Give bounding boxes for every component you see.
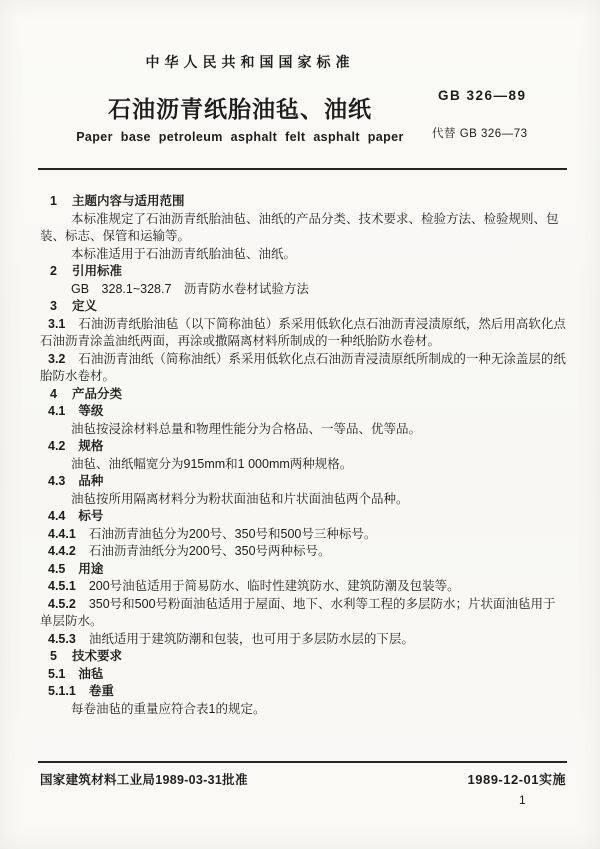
clause-4-1: [40, 403, 567, 421]
paragraph: 本标准适用于石油沥青纸胎油毡、油纸。: [71, 246, 297, 261]
clause-3-2: [40, 351, 567, 386]
paragraph: 本标准规定了石油沥青纸胎油毡、油纸的产品分类、技术要求、检验方法、检验规则、包装、标志、保管和运输等。: [40, 211, 559, 243]
clause-number: 5.1.1: [48, 684, 76, 698]
section-heading-3: [40, 298, 567, 316]
clause-text: 石油沥青油纸（简称油纸）系采用低软化点石油沥青浸渍原纸所制成的一种无涂盖层的纸胎防水卷材。: [40, 351, 566, 383]
clause-number: 4.4: [48, 509, 66, 523]
clause-number: 4.3: [48, 474, 66, 488]
clause-number: 4.4.1: [48, 526, 76, 541]
clause-4-4: [40, 508, 567, 526]
clause-text: 200号油毡适用于简易防水、临时性建筑防水、建筑防潮及包装等。: [88, 579, 460, 593]
clause-4-3: [40, 473, 567, 491]
clause-4-4-2: [40, 543, 567, 561]
paragraph: 油毡、油纸幅宽分为915mm和1 000mm两种规格。: [71, 456, 353, 471]
header-divider: [38, 168, 567, 170]
clause-5-1-1: [40, 683, 567, 701]
clause-4-5-1: [40, 578, 567, 596]
clause-3-1: [40, 316, 567, 351]
implementation-date: 1989-12-01实施: [467, 772, 566, 787]
clause-title: 标号: [78, 509, 104, 523]
clause-number: 5.1: [48, 666, 66, 681]
section-number: 1: [50, 194, 57, 208]
section-title: 引用标准: [71, 264, 122, 278]
clause-title: 用途: [78, 561, 104, 576]
clause-title: 品种: [78, 474, 104, 488]
section-heading-2: [40, 263, 567, 281]
footer-divider: [38, 761, 567, 763]
clause-number: 3.1: [48, 316, 66, 331]
section-title: 产品分类: [71, 386, 122, 401]
clause-text: 石油沥青油纸分为200号、350号两种标号。: [88, 544, 331, 558]
document-title-en: Paper base petroleum asphalt felt asphalt paper: [76, 130, 404, 144]
clause-text: 油纸适用于建筑防潮和包装，也可用于多层防水层的下层。: [88, 631, 414, 646]
clause-number: 4.5.2: [48, 596, 76, 611]
clause-text: 石油沥青油毡分为200号、350号和500号三种标号。: [88, 526, 377, 541]
clause-4-4-1: [40, 526, 567, 544]
clause-number: 4.1: [48, 404, 66, 418]
standard-code: GB 326—89: [438, 88, 527, 103]
section-heading-4: [40, 386, 567, 404]
clause-text: 石油沥青纸胎油毡（以下简称油毡）系采用低软化点石油沥青浸渍原纸，然后用高软化点石油沥青涂盖油纸两面，再涂或撒隔离材料所制成的一种纸胎防水卷材。: [40, 316, 566, 348]
national-standard-label: 中华人民共和国国家标准: [145, 54, 355, 70]
clause-5-1: [40, 666, 567, 684]
clause-number: 4.4.2: [48, 544, 76, 558]
page-number: 1: [519, 793, 526, 807]
paragraph: 油毡按所用隔离材料分为粉状面油毡和片状面油毡两个品种。: [71, 491, 409, 506]
clause-title: 油毡: [78, 666, 104, 681]
clause-number: 4.2: [48, 439, 66, 453]
section-number: 4: [50, 386, 57, 401]
referenced-standard: GB 328.1~328.7 沥青防水卷材试验方法: [71, 281, 309, 296]
section-heading-5: [40, 648, 567, 666]
clause-title: 规格: [78, 439, 104, 453]
document-title-cn: 石油沥青纸胎油毡、油纸: [108, 96, 372, 122]
clause-title: 等级: [78, 404, 104, 418]
section-number: 2: [50, 264, 57, 278]
section-number: 3: [50, 299, 57, 313]
superseded-standard: 代替 GB 326—73: [432, 128, 528, 140]
clause-text: 350号和500号粉面油毡适用于屋面、地下、水利等工程的多层防水；片状面油毡用于单层防水。: [40, 596, 556, 628]
section-heading-1: [40, 193, 567, 211]
section-title: 定义: [71, 299, 97, 313]
clause-number: 4.5.3: [48, 631, 76, 646]
clause-number: 3.2: [48, 351, 66, 366]
clause-number: 4.5.1: [48, 579, 76, 593]
clause-4-5-3: [40, 631, 567, 649]
paragraph: 油毡按浸涂材料总量和物理性能分为合格品、一等品、优等品。: [71, 421, 422, 436]
clause-4-5-2: [40, 596, 567, 631]
clause-4-5: [40, 561, 567, 579]
clause-4-2: [40, 438, 567, 456]
clause-number: 4.5: [48, 561, 66, 576]
paragraph: 每卷油毡的重量应符合表1的规定。: [71, 701, 266, 716]
section-number: 5: [50, 649, 57, 663]
approval-note: 国家建筑材料工业局1989-03-31批准: [40, 773, 248, 787]
clause-title: 卷重: [88, 684, 114, 698]
section-title: 技术要求: [71, 649, 122, 663]
document-body: [40, 193, 567, 718]
section-title: 主题内容与适用范围: [71, 194, 185, 208]
